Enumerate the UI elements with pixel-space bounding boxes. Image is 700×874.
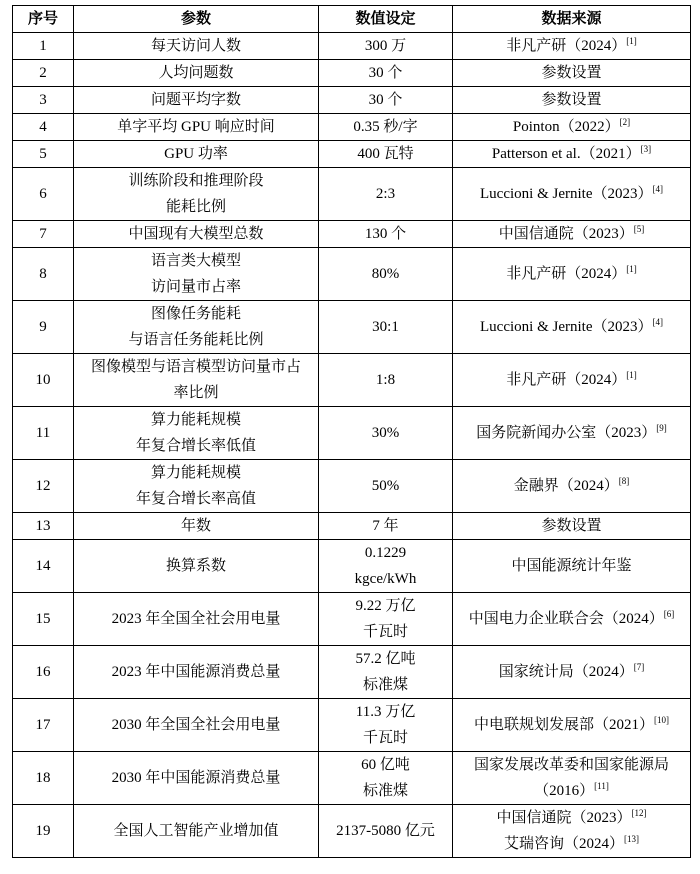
citation-superscript: [11] [594,781,609,791]
row-index-cell [13,60,74,87]
citation-superscript: [6] [663,609,675,619]
source-cell [453,593,691,646]
citation-superscript: [7] [633,662,645,672]
table-body [13,33,691,858]
source-cell [453,540,691,593]
row-index-cell [13,540,74,593]
cell-text-line: 80% [371,266,400,282]
cell-text-line: 中电联规划发展部（2021）[10] [473,715,669,733]
cell-text-line: 16 [35,664,51,680]
value-cell [319,460,453,513]
cell-text-line: 中国现有大模型总数 [128,226,264,242]
row-index-cell [13,805,74,858]
table-row [13,248,691,301]
value-cell [319,513,453,540]
cell-text-line: 400 瓦特 [357,146,414,162]
parameter-cell [74,593,319,646]
cell-text-line: 参数设置 [541,65,602,81]
cell-text-line: 单字平均 GPU 响应时间 [117,119,275,135]
cell-text-line: Luccioni & Jernite（2023）[4] [480,317,663,335]
table-row [13,752,691,805]
source-cell [453,301,691,354]
header-index: 序号 [13,6,74,33]
cell-text-line: 非凡产研（2024）[1] [506,370,637,388]
cell-text-line: 年复合增长率低值 [135,438,256,454]
row-index-cell [13,407,74,460]
value-cell [319,248,453,301]
cell-text-line: 2023 年中国能源消费总量 [111,664,281,680]
citation-superscript: [3] [640,144,652,154]
cell-text-line: 5 [39,146,47,162]
row-index-cell [13,87,74,114]
cell-text-line: 问题平均字数 [150,92,241,108]
row-index-cell [13,141,74,168]
cell-text-line: 换算系数 [165,558,226,574]
header-row [13,6,691,33]
cell-text-line: 参数设置 [541,92,602,108]
parameter-cell [74,301,319,354]
value-cell [319,540,453,593]
table-row [13,141,691,168]
value-cell [319,646,453,699]
value-cell [319,221,453,248]
cell-text-line: 3 [39,92,47,108]
cell-text-line: 7 年 [372,518,399,534]
cell-text-line: 中国能源统计年鉴 [511,558,632,574]
cell-text-line: 年数 [180,518,211,534]
table-row [13,646,691,699]
source-cell [453,805,691,858]
cell-text-line: 8 [39,266,47,282]
parameter-cell [74,87,319,114]
cell-text-line: 57.2 亿吨 [355,651,416,667]
value-cell [319,168,453,221]
cell-text-line: 13 [35,518,51,534]
value-cell [319,805,453,858]
cell-text-line: 30 个 [368,65,403,81]
cell-text-line: 图像模型与语言模型访问量市占 [90,359,301,375]
parameters-table [12,5,691,858]
parameter-cell [74,168,319,221]
cell-text-line: Pointon（2022）[2] [512,117,631,135]
row-index-cell [13,699,74,752]
cell-text-line: 15 [35,611,51,627]
source-cell [453,407,691,460]
cell-text-line: 算力能耗规模 [150,465,241,481]
citation-superscript: [8] [618,476,630,486]
cell-text-line: 语言类大模型 [150,253,241,269]
cell-text-line: 30:1 [372,319,399,335]
cell-text-line: 图像任务能耗 [150,306,241,322]
row-index-cell [13,460,74,513]
cell-text-line: 非凡产研（2024）[1] [506,264,637,282]
citation-superscript: [4] [652,317,663,327]
citation-superscript: [12] [631,808,647,818]
cell-text-line: 9.22 万亿 [355,598,416,614]
cell-text-line: 访问量市占率 [150,279,241,295]
row-index-cell [13,33,74,60]
parameter-cell [74,60,319,87]
table-row [13,513,691,540]
cell-text-line: 300 万 [364,38,407,54]
value-cell [319,354,453,407]
source-cell [453,221,691,248]
cell-text-line: 每天访问人数 [150,38,241,54]
cell-text-line: 2137-5080 亿元 [336,823,435,839]
cell-text-line: 2030 年全国全社会用电量 [111,717,281,733]
cell-text-line: 2023 年全国全社会用电量 [111,611,281,627]
value-cell [319,60,453,87]
parameter-cell [74,460,319,513]
table-row [13,168,691,221]
cell-text-line: 参数设置 [541,518,602,534]
citation-superscript: [1] [626,264,637,274]
header-source: 数据来源 [453,6,691,33]
cell-text-line: 年复合增长率高值 [135,491,256,507]
cell-text-line: 14 [35,558,51,574]
value-cell [319,752,453,805]
citation-superscript: [1] [626,370,637,380]
parameter-cell [74,646,319,699]
cell-text-line: 30 个 [368,92,403,108]
cell-text-line: 国家统计局（2024）[7] [498,662,645,680]
row-index-cell [13,354,74,407]
header-parameter: 参数 [74,6,319,33]
parameter-cell [74,248,319,301]
row-index-cell [13,114,74,141]
table-row [13,593,691,646]
table-header [13,6,691,33]
source-cell [453,460,691,513]
row-index-cell [13,752,74,805]
cell-text-line: 率比例 [173,385,219,401]
cell-text-line: 训练阶段和推理阶段 [128,173,264,189]
source-cell [453,354,691,407]
source-cell [453,114,691,141]
table-row [13,460,691,513]
cell-text-line: Patterson et al.（2021）[3] [491,144,652,162]
value-cell [319,593,453,646]
row-index-cell [13,646,74,699]
cell-text-line: GPU 功率 [164,146,228,162]
source-cell [453,168,691,221]
table-row [13,540,691,593]
source-cell [453,87,691,114]
value-cell [319,141,453,168]
source-cell [453,646,691,699]
value-cell [319,87,453,114]
cell-text-line: 50% [371,478,400,494]
cell-text-line: 国务院新闻办公室（2023）[9] [476,423,667,441]
citation-superscript: [10] [654,715,669,725]
cell-text-line: 能耗比例 [165,199,226,215]
cell-text-line: 非凡产研（2024）[1] [506,36,637,54]
citation-superscript: [1] [626,36,637,46]
table-row [13,33,691,60]
parameter-cell [74,354,319,407]
cell-text-line: 全国人工智能产业增加值 [113,823,279,839]
row-index-cell [13,593,74,646]
cell-text-line: 11.3 万亿 [355,704,416,720]
value-cell [319,33,453,60]
table-row [13,354,691,407]
citation-superscript: [13] [624,834,639,844]
cell-text-line: 艾瑞咨询（2024）[13] [503,834,639,852]
cell-text-line: 中国信通院（2023）[12] [496,808,647,826]
source-cell [453,141,691,168]
cell-text-line: 17 [35,717,51,733]
parameter-cell [74,699,319,752]
parameter-cell [74,114,319,141]
source-cell [453,60,691,87]
cell-text-line: 1 [39,38,47,54]
cell-text-line: 金融界（2024）[8] [513,476,630,494]
parameter-cell [74,33,319,60]
cell-text-line: 0.1229 [364,545,407,561]
citation-superscript: [2] [619,117,631,127]
cell-text-line: 0.35 秒/字 [353,119,418,135]
citation-superscript: [5] [633,224,645,234]
source-cell [453,513,691,540]
source-cell [453,752,691,805]
cell-text-line: 2030 年中国能源消费总量 [111,770,281,786]
cell-text-line: 千瓦时 [362,730,408,746]
cell-text-line: 千瓦时 [362,624,408,640]
cell-text-line: 中国电力企业联合会（2024）[6] [468,609,675,627]
cell-text-line: 2:3 [375,186,396,202]
source-cell [453,699,691,752]
table-row [13,114,691,141]
table-row [13,221,691,248]
parameter-cell [74,141,319,168]
value-cell [319,114,453,141]
cell-text-line: 130 个 [364,226,407,242]
parameter-cell [74,407,319,460]
cell-text-line: 9 [39,319,47,335]
table-row [13,805,691,858]
source-cell [453,33,691,60]
row-index-cell [13,513,74,540]
value-cell [319,699,453,752]
cell-text-line: kgce/kWh [354,571,417,587]
header-value: 数值设定 [319,6,453,33]
parameter-cell [74,540,319,593]
cell-text-line: 1:8 [375,372,396,388]
row-index-cell [13,301,74,354]
cell-text-line: 19 [35,823,51,839]
cell-text-line: Luccioni & Jernite（2023）[4] [480,184,663,202]
cell-text-line: 6 [39,186,47,202]
cell-text-line: 算力能耗规模 [150,412,241,428]
cell-text-line: 4 [39,119,47,135]
table-row [13,60,691,87]
parameter-cell [74,752,319,805]
row-index-cell [13,168,74,221]
cell-text-line: 60 亿吨 [361,757,410,773]
cell-text-line: 18 [35,770,51,786]
cell-text-line: 国家发展改革委和国家能源局 [473,757,669,773]
cell-text-line: 标准煤 [362,783,408,799]
cell-text-line: 12 [35,478,51,494]
value-cell [319,407,453,460]
parameter-cell [74,805,319,858]
cell-text-line: 7 [39,226,47,242]
citation-superscript: [9] [656,423,667,433]
cell-text-line: 标准煤 [362,677,408,693]
table-row [13,699,691,752]
cell-text-line: 2 [39,65,47,81]
parameter-cell [74,221,319,248]
row-index-cell [13,248,74,301]
row-index-cell [13,221,74,248]
parameter-cell [74,513,319,540]
citation-superscript: [4] [652,184,663,194]
cell-text-line: 人均问题数 [158,65,234,81]
value-cell [319,301,453,354]
table-row [13,87,691,114]
cell-text-line: 10 [35,372,51,388]
cell-text-line: （2016）[11] [534,781,609,799]
table-row [13,301,691,354]
cell-text-line: 11 [35,425,51,441]
source-cell [453,248,691,301]
cell-text-line: 30% [371,425,400,441]
table-row [13,407,691,460]
cell-text-line: 与语言任务能耗比例 [128,332,264,348]
cell-text-line: 中国信通院（2023）[5] [498,224,645,242]
